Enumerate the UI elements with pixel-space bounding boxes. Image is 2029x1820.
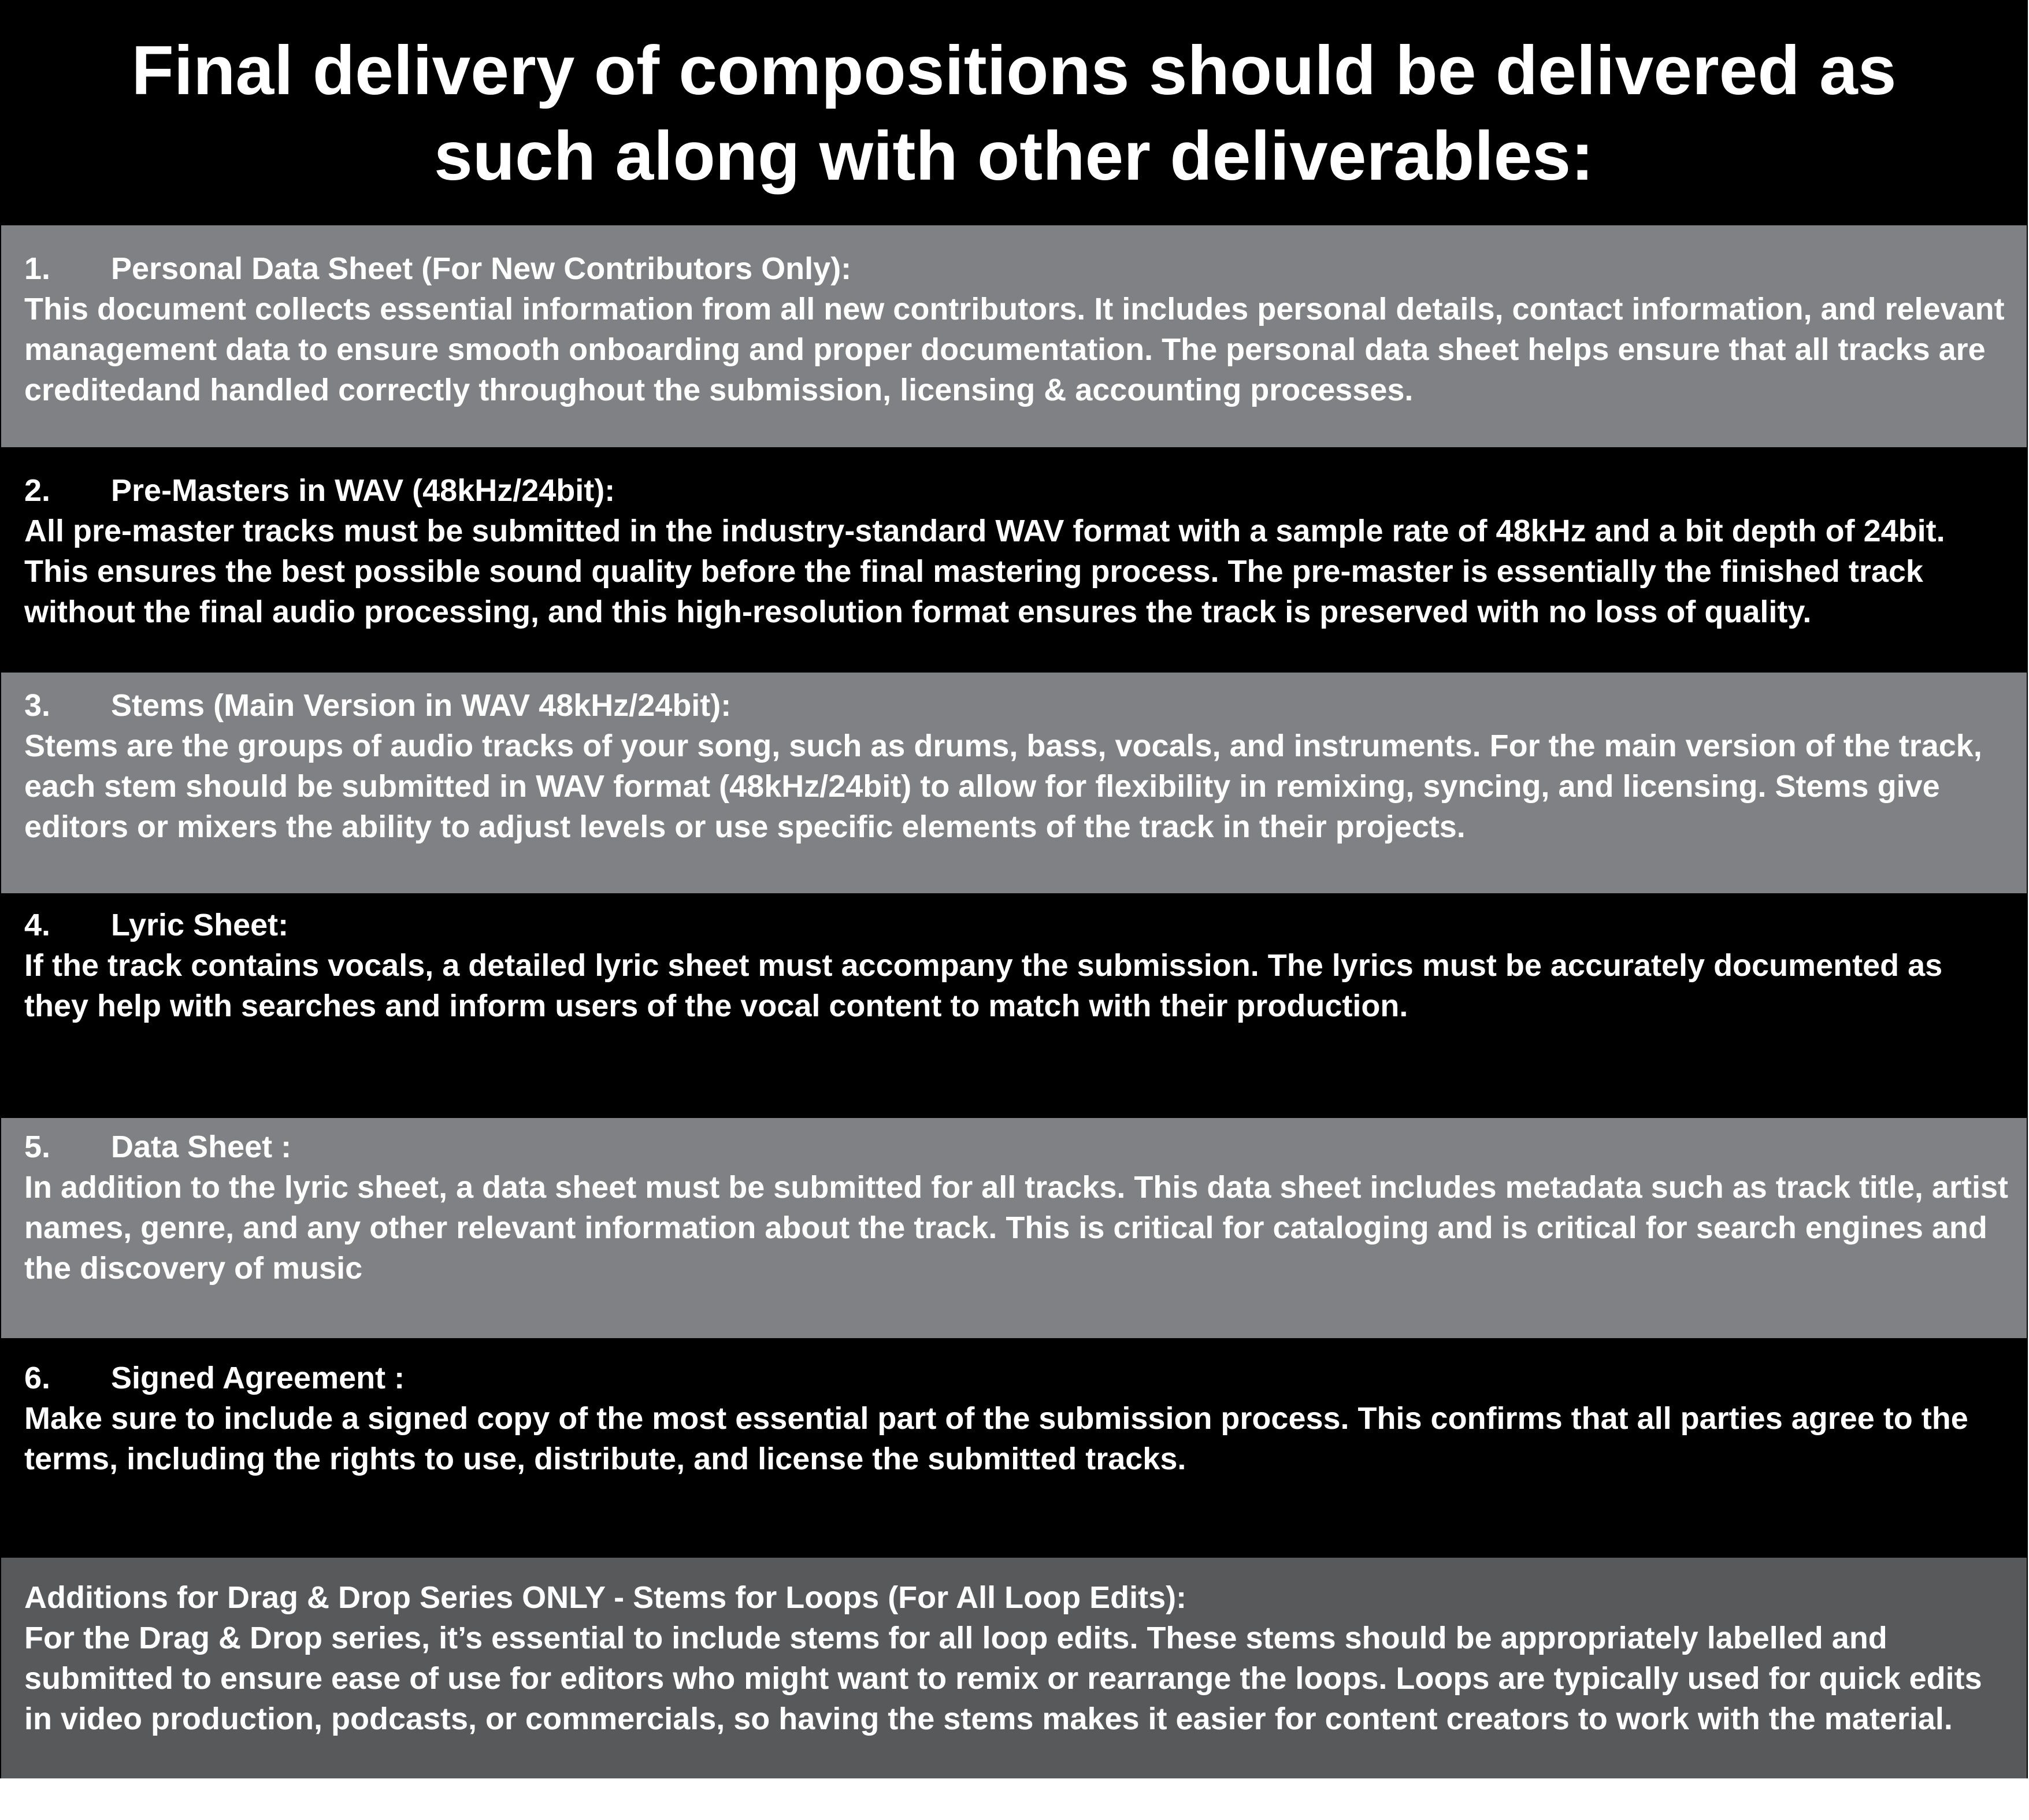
- section-drag-drop-additions: [1, 1558, 2027, 1778]
- section-heading: [24, 1127, 2009, 1167]
- document-title: Final delivery of compositions should be delivered as such along with other deliverables:: [131, 32, 1897, 195]
- section-number: 2.: [24, 473, 51, 508]
- section-body: Stems are the groups of audio tracks of your song, such as drums, bass, vocals, and instruments. For the main version of the track, each stem should be submitted in WAV format (48kHz/24bit) to allow for flexibility in remixing, syncing, and licensing. Stems give editors or mixers the ability to adjust levels or use specific elements of the track in their projects.: [24, 729, 1982, 844]
- section-heading: [24, 470, 2009, 511]
- section-number: 6.: [24, 1361, 51, 1395]
- section-body: All pre-master tracks must be submitted in the industry-standard WAV format with a sample rate of 48kHz and a bit depth of 24bit. This ensures the best possible sound quality before the final mastering process. The pre-master is essentially the finished track without the final audio processing, and this high-resolution format ensures the track is preserved with no loss of quality.: [24, 514, 1945, 629]
- section-data-sheet: [1, 1118, 2027, 1338]
- section-body: In addition to the lyric sheet, a data sheet must be submitted for all tracks. This data sheet includes metadata such as track title, artist names, genre, and any other relevant information about the track. This is critical for cataloging and is critical for search engines and the discovery of music: [24, 1170, 2008, 1286]
- section-title: Lyric Sheet:: [111, 908, 289, 942]
- section-title: Pre-Masters in WAV (48kHz/24bit):: [111, 473, 615, 508]
- section-title: Signed Agreement :: [111, 1361, 405, 1395]
- section-body: For the Drag & Drop series, it’s essential to include stems for all loop edits. These stems should be appropriately labelled and submitted to ensure ease of use for editors who might want to remix or rearrange the loops. Loops are typically used for quick edits in video production, podcasts, or commercials, so having the stems makes it easier for content creators to work with the material.: [24, 1621, 1982, 1736]
- section-number: 5.: [24, 1130, 51, 1164]
- section-number: 3.: [24, 688, 51, 723]
- section-heading: [24, 685, 2009, 726]
- section-title: Personal Data Sheet (For New Contributors Only):: [111, 251, 852, 286]
- section-body: If the track contains vocals, a detailed lyric sheet must accompany the submission. The lyrics must be accurately documented as they help with searches and inform users of the vocal content to match with their production.: [24, 948, 1943, 1023]
- section-heading: [24, 905, 2009, 945]
- section-pre-masters: [1, 447, 2027, 673]
- section-lyric-sheet: [1, 893, 2027, 1118]
- section-body: Make sure to include a signed copy of the most essential part of the submission process. This confirms that all parties agree to the terms, including the rights to use, distribute, and license the submitted tracks.: [24, 1401, 1968, 1476]
- section-body: This document collects essential information from all new contributors. It includes personal details, contact information, and relevant management data to ensure smooth onboarding and proper documentation. The personal data sheet helps ensure that all tracks are creditedand handled correctly throughout the submission, licensing & accounting processes.: [24, 292, 2005, 407]
- section-heading: [24, 1577, 2009, 1618]
- section-heading: [24, 248, 2009, 289]
- section-signed-agreement: [1, 1338, 2027, 1558]
- section-title: Additions for Drag & Drop Series ONLY - Stems for Loops (For All Loop Edits):: [24, 1580, 1187, 1615]
- section-heading: [24, 1358, 2009, 1398]
- section-stems: [1, 673, 2027, 893]
- document-header: [1, 1, 2027, 225]
- section-title: Stems (Main Version in WAV 48kHz/24bit):: [111, 688, 732, 723]
- section-title: Data Sheet :: [111, 1130, 292, 1164]
- section-personal-data-sheet: [1, 225, 2027, 447]
- section-number: 4.: [24, 908, 51, 942]
- section-number: 1.: [24, 251, 51, 286]
